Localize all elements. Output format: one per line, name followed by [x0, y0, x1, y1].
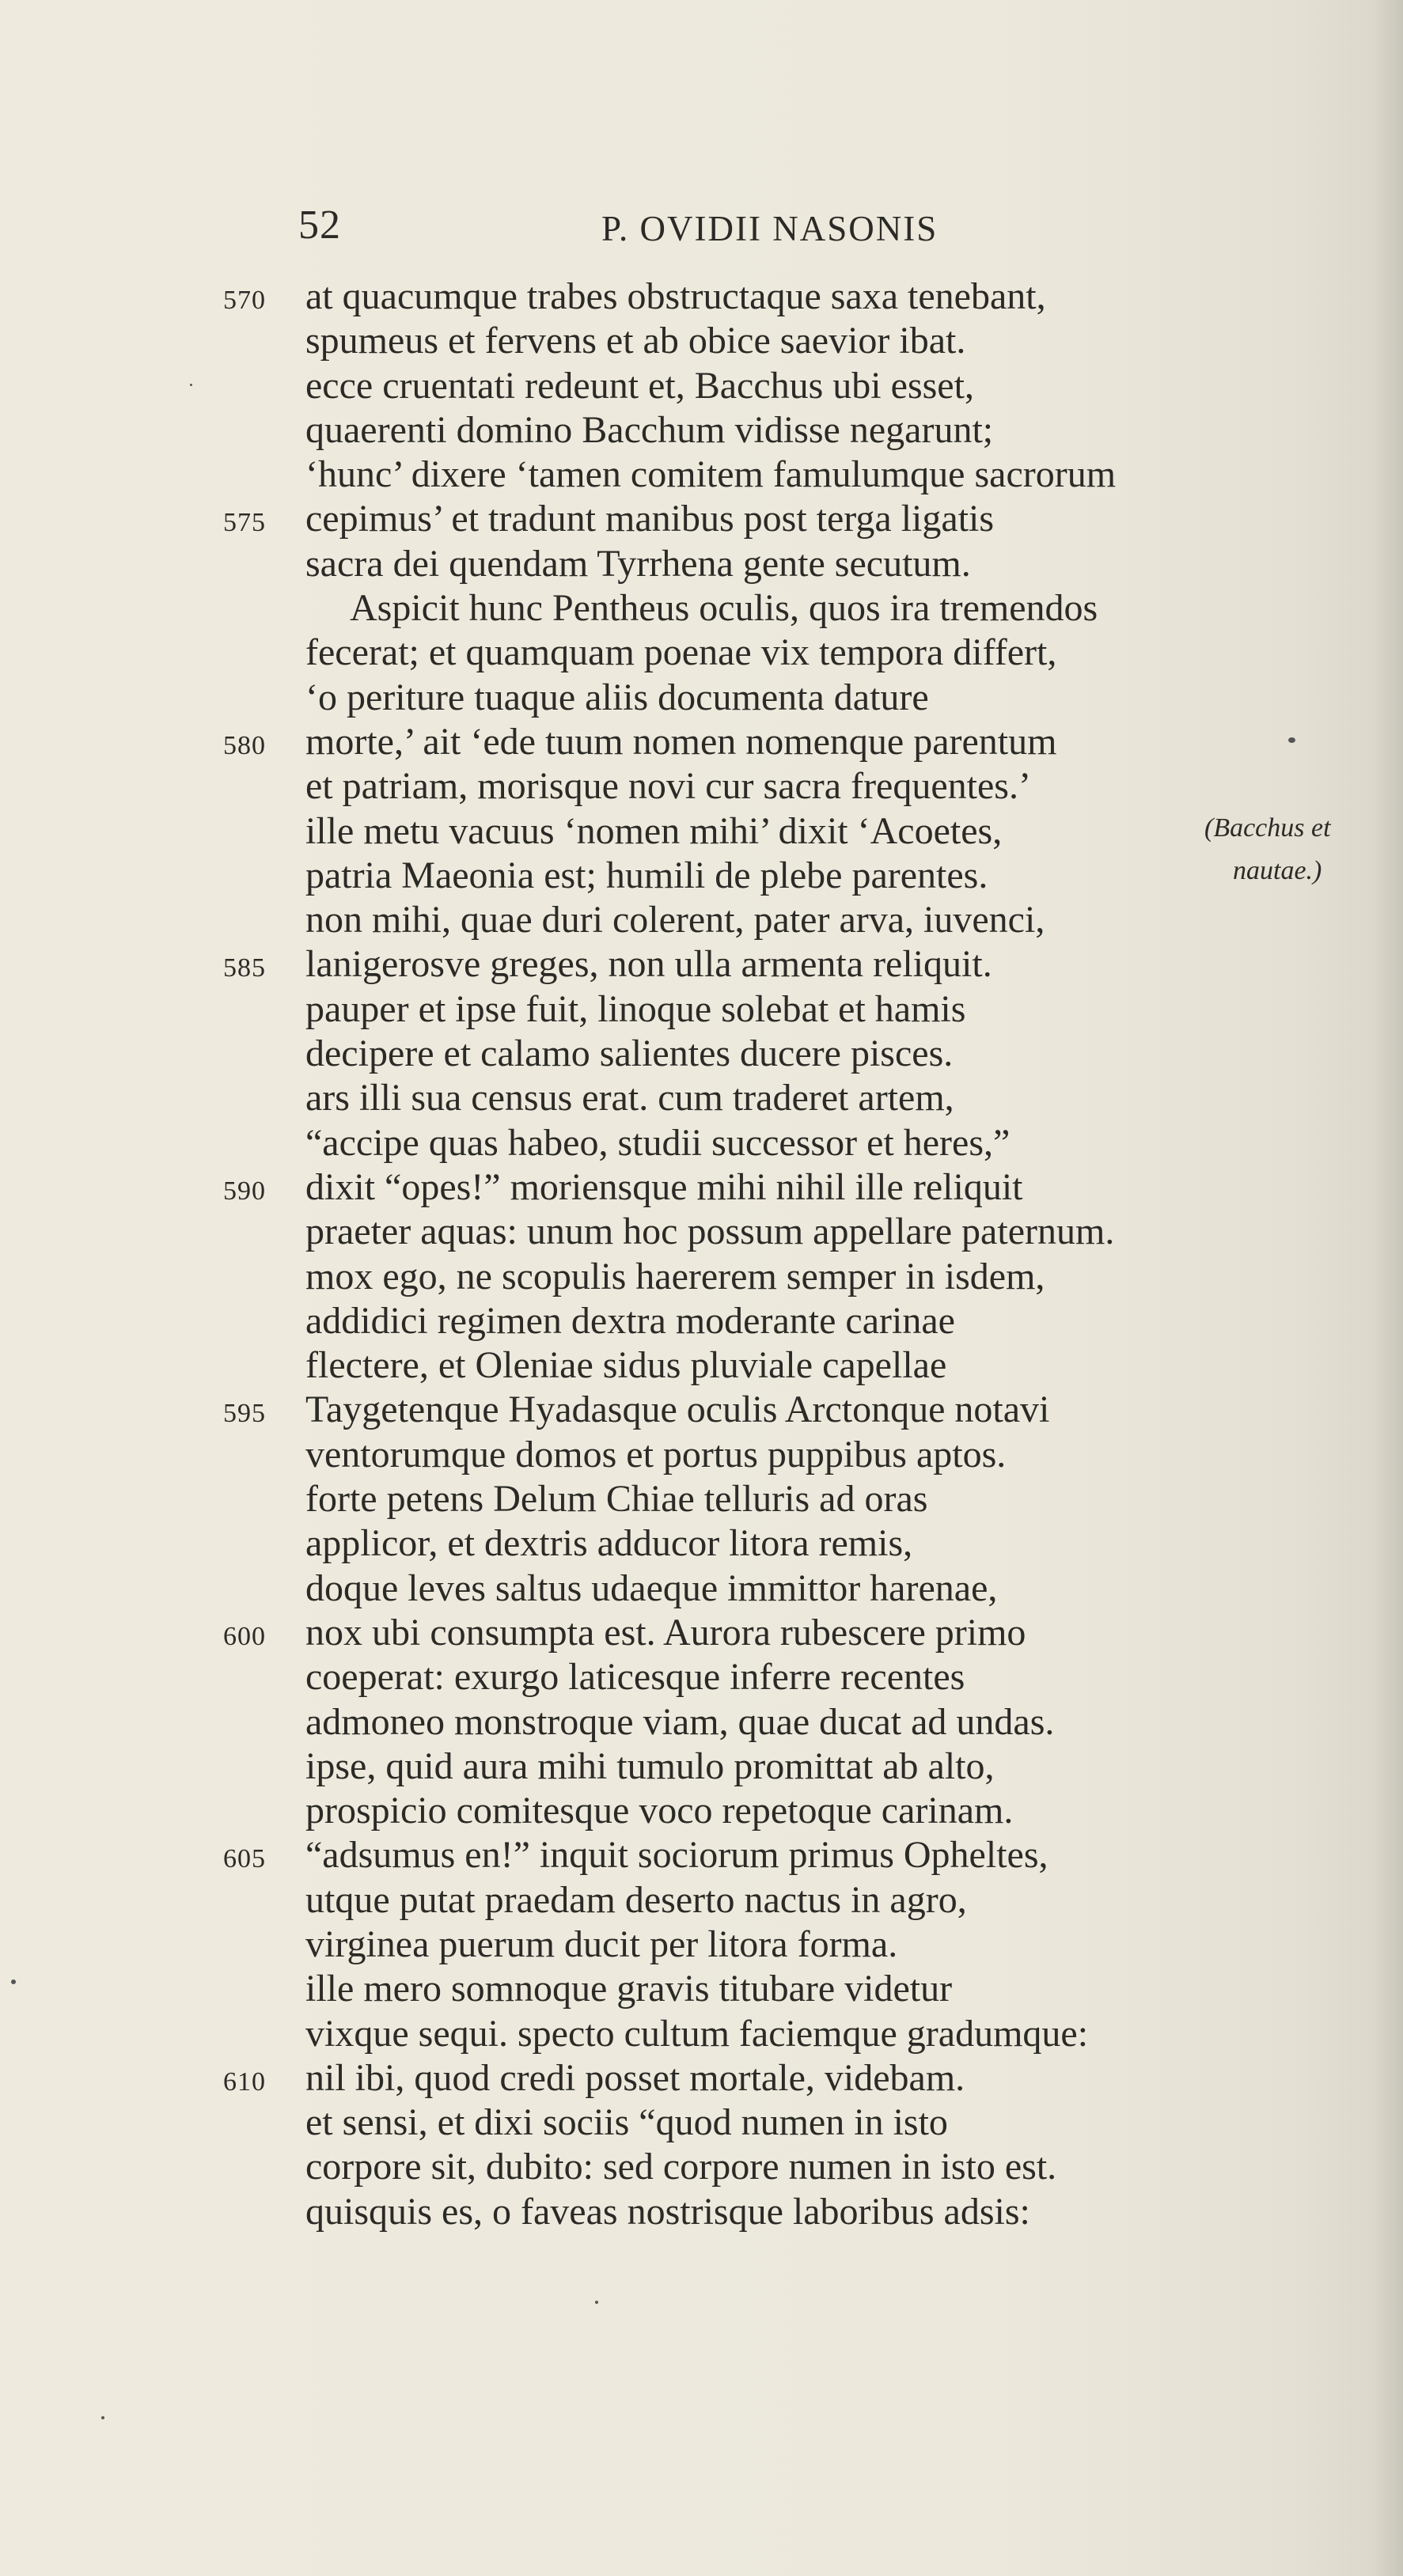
line-text: ‘o periture tuaque aliis documenta dature: [305, 676, 929, 718]
line-number: 610: [223, 2066, 266, 2097]
line-number: 590: [223, 1176, 266, 1206]
line-text: doque leves saltus udaeque immittor harenae,: [305, 1566, 998, 1609]
line-number: 605: [223, 1844, 266, 1874]
line-text: vixque sequi. specto cultum faciemque gradumque:: [305, 2012, 1089, 2055]
page-header: [0, 198, 1403, 253]
verse-line: [0, 1923, 1403, 1967]
line-text: ille metu vacuus ‘nomen mihi’ dixit ‘Acoetes,: [305, 809, 1003, 852]
line-text: quisquis es, o faveas nostrisque laboribus adsis:: [305, 2190, 1030, 2233]
line-text: “adsumus en!” inquit sociorum primus Opheltes,: [305, 1834, 1048, 1877]
verse-line: [0, 2012, 1403, 2056]
margin-note-line: nautae.): [1233, 856, 1322, 885]
verse-line: [0, 1210, 1403, 1254]
verse-line: [0, 1477, 1403, 1521]
running-head: P. OVIDII NASONIS: [601, 209, 938, 248]
verse-line: [0, 1032, 1403, 1076]
line-text: ille mero somnoque gravis titubare videtur: [305, 1968, 953, 2010]
line-number: 570: [223, 286, 266, 315]
verse-line: [0, 586, 1403, 631]
line-text: quaerenti domino Bacchum vidisse negarunt;: [305, 408, 994, 451]
verse-line: [0, 1521, 1403, 1566]
verse-line: [0, 2145, 1403, 2189]
line-text: ventorumque domos et portus puppibus aptos.: [305, 1433, 1007, 1476]
line-text: ‘hunc’ dixere ‘tamen comitem famulumque sacrorum: [305, 453, 1117, 496]
verse-line: [0, 1878, 1403, 1923]
verse-line: [0, 1744, 1403, 1789]
line-text: ars illi sua census erat. cum traderet artem,: [305, 1077, 954, 1119]
verse-line: [0, 497, 1403, 541]
line-text: non mihi, quae duri colerent, pater arva, iuvenci,: [305, 899, 1045, 941]
verse-line: [0, 542, 1403, 586]
line-text: ipse, quid aura mihi tumulo promittat ab alto,: [305, 1744, 995, 1787]
line-text: “accipe quas habeo, studii successor et heres,”: [305, 1121, 1011, 1164]
verse-line: [0, 2101, 1403, 2145]
verse-line: [0, 1388, 1403, 1432]
line-text: ecce cruentati redeunt et, Bacchus ubi esset,: [305, 364, 974, 407]
line-number: 600: [223, 1621, 266, 1651]
line-text: Taygetenque Hyadasque oculis Arctonque notavi: [305, 1388, 1050, 1431]
line-number: 575: [223, 508, 266, 538]
line-text: corpore sit, dubito: sed corpore numen in isto est.: [305, 2146, 1057, 2188]
verse-line: [0, 898, 1403, 942]
verse-line: [0, 809, 1403, 854]
verse-line: [0, 1299, 1403, 1343]
print-speck: [11, 1979, 16, 1984]
line-text: coeperat: exurgo laticesque inferre recentes: [305, 1656, 965, 1699]
verse-line: [0, 319, 1403, 363]
verse-line: [0, 1121, 1403, 1165]
line-text: mox ego, ne scopulis haererem semper in isdem,: [305, 1255, 1045, 1297]
verse-line: [0, 2056, 1403, 2101]
line-text: flectere, et Oleniae sidus pluviale capellae: [305, 1344, 947, 1387]
print-speck: [1288, 737, 1295, 743]
verse-line: [0, 1967, 1403, 2011]
verse-line: [0, 1655, 1403, 1699]
line-number: 580: [223, 730, 266, 760]
line-text: admoneo monstroque viam, quae ducat ad undas.: [305, 1700, 1055, 1743]
line-text: at quacumque trabes obstructaque saxa tenebant,: [305, 275, 1046, 317]
line-text: sacra dei quendam Tyrrhena gente secutum.: [305, 542, 971, 585]
line-text: forte petens Delum Chiae telluris ad oras: [305, 1478, 928, 1521]
verse-line: [0, 275, 1403, 319]
verse-line: [0, 1433, 1403, 1477]
line-number: 595: [223, 1399, 266, 1429]
verse-block: [0, 275, 1403, 2234]
verse-line: [0, 942, 1403, 987]
print-speck: [190, 384, 192, 386]
verse-line: [0, 854, 1403, 898]
line-text: nox ubi consumpta est. Aurora rubescere primo: [305, 1611, 1026, 1654]
verse-line: [0, 1611, 1403, 1655]
margin-note: [1204, 807, 1398, 892]
verse-line: [0, 364, 1403, 408]
verse-line: [0, 1566, 1403, 1611]
verse-line: [0, 631, 1403, 675]
verse-line: [0, 764, 1403, 809]
verse-line: [0, 1700, 1403, 1744]
line-text: Aspicit hunc Pentheus oculis, quos ira tremendos: [350, 587, 1098, 630]
line-text: praeter aquas: unum hoc possum appellare paternum.: [305, 1210, 1115, 1253]
line-text: fecerat; et quamquam poenae vix tempora differt,: [305, 631, 1057, 674]
line-text: lanigerosve greges, non ulla armenta reliquit.: [305, 943, 992, 986]
verse-line: [0, 1076, 1403, 1120]
line-text: virginea puerum ducit per litora forma.: [305, 1923, 898, 1965]
line-text: pauper et ipse fuit, linoque solebat et hamis: [305, 987, 966, 1030]
verse-line: [0, 1789, 1403, 1833]
line-text: nil ibi, quod credi posset mortale, videbam.: [305, 2056, 965, 2099]
print-speck: [595, 2301, 598, 2304]
margin-note-line: (Bacchus et: [1204, 813, 1331, 843]
verse-line: [0, 1833, 1403, 1877]
line-text: cepimus’ et tradunt manibus post terga ligatis: [305, 498, 995, 540]
line-number: 585: [223, 953, 266, 983]
verse-line: [0, 453, 1403, 497]
verse-line: [0, 1165, 1403, 1210]
line-text: prospicio comitesque voco repetoque carinam.: [305, 1790, 1014, 1832]
verse-line: [0, 1255, 1403, 1299]
line-text: et sensi, et dixi sociis “quod numen in isto: [305, 2101, 948, 2144]
line-text: patria Maeonia est; humili de plebe parentes.: [305, 854, 988, 896]
verse-line: [0, 1343, 1403, 1388]
page-number: 52: [298, 203, 341, 248]
verse-line: [0, 2190, 1403, 2234]
line-text: addidici regimen dextra moderante carinae: [305, 1299, 955, 1342]
verse-line: [0, 987, 1403, 1032]
line-text: decipere et calamo salientes ducere pisces.: [305, 1032, 954, 1075]
verse-line: [0, 676, 1403, 720]
print-speck: [101, 2416, 104, 2419]
line-text: spumeus et fervens et ab obice saevior ibat.: [305, 320, 966, 362]
line-text: morte,’ ait ‘ede tuum nomen nomenque parentum: [305, 720, 1057, 763]
line-text: utque putat praedam deserto nactus in agro,: [305, 1878, 967, 1921]
line-text: et patriam, morisque novi cur sacra frequentes.’: [305, 765, 1031, 808]
verse-line: [0, 720, 1403, 764]
verse-line: [0, 408, 1403, 453]
line-text: applicor, et dextris adducor litora remis,: [305, 1522, 913, 1565]
line-text: dixit “opes!” moriensque mihi nihil ille reliquit: [305, 1165, 1023, 1208]
